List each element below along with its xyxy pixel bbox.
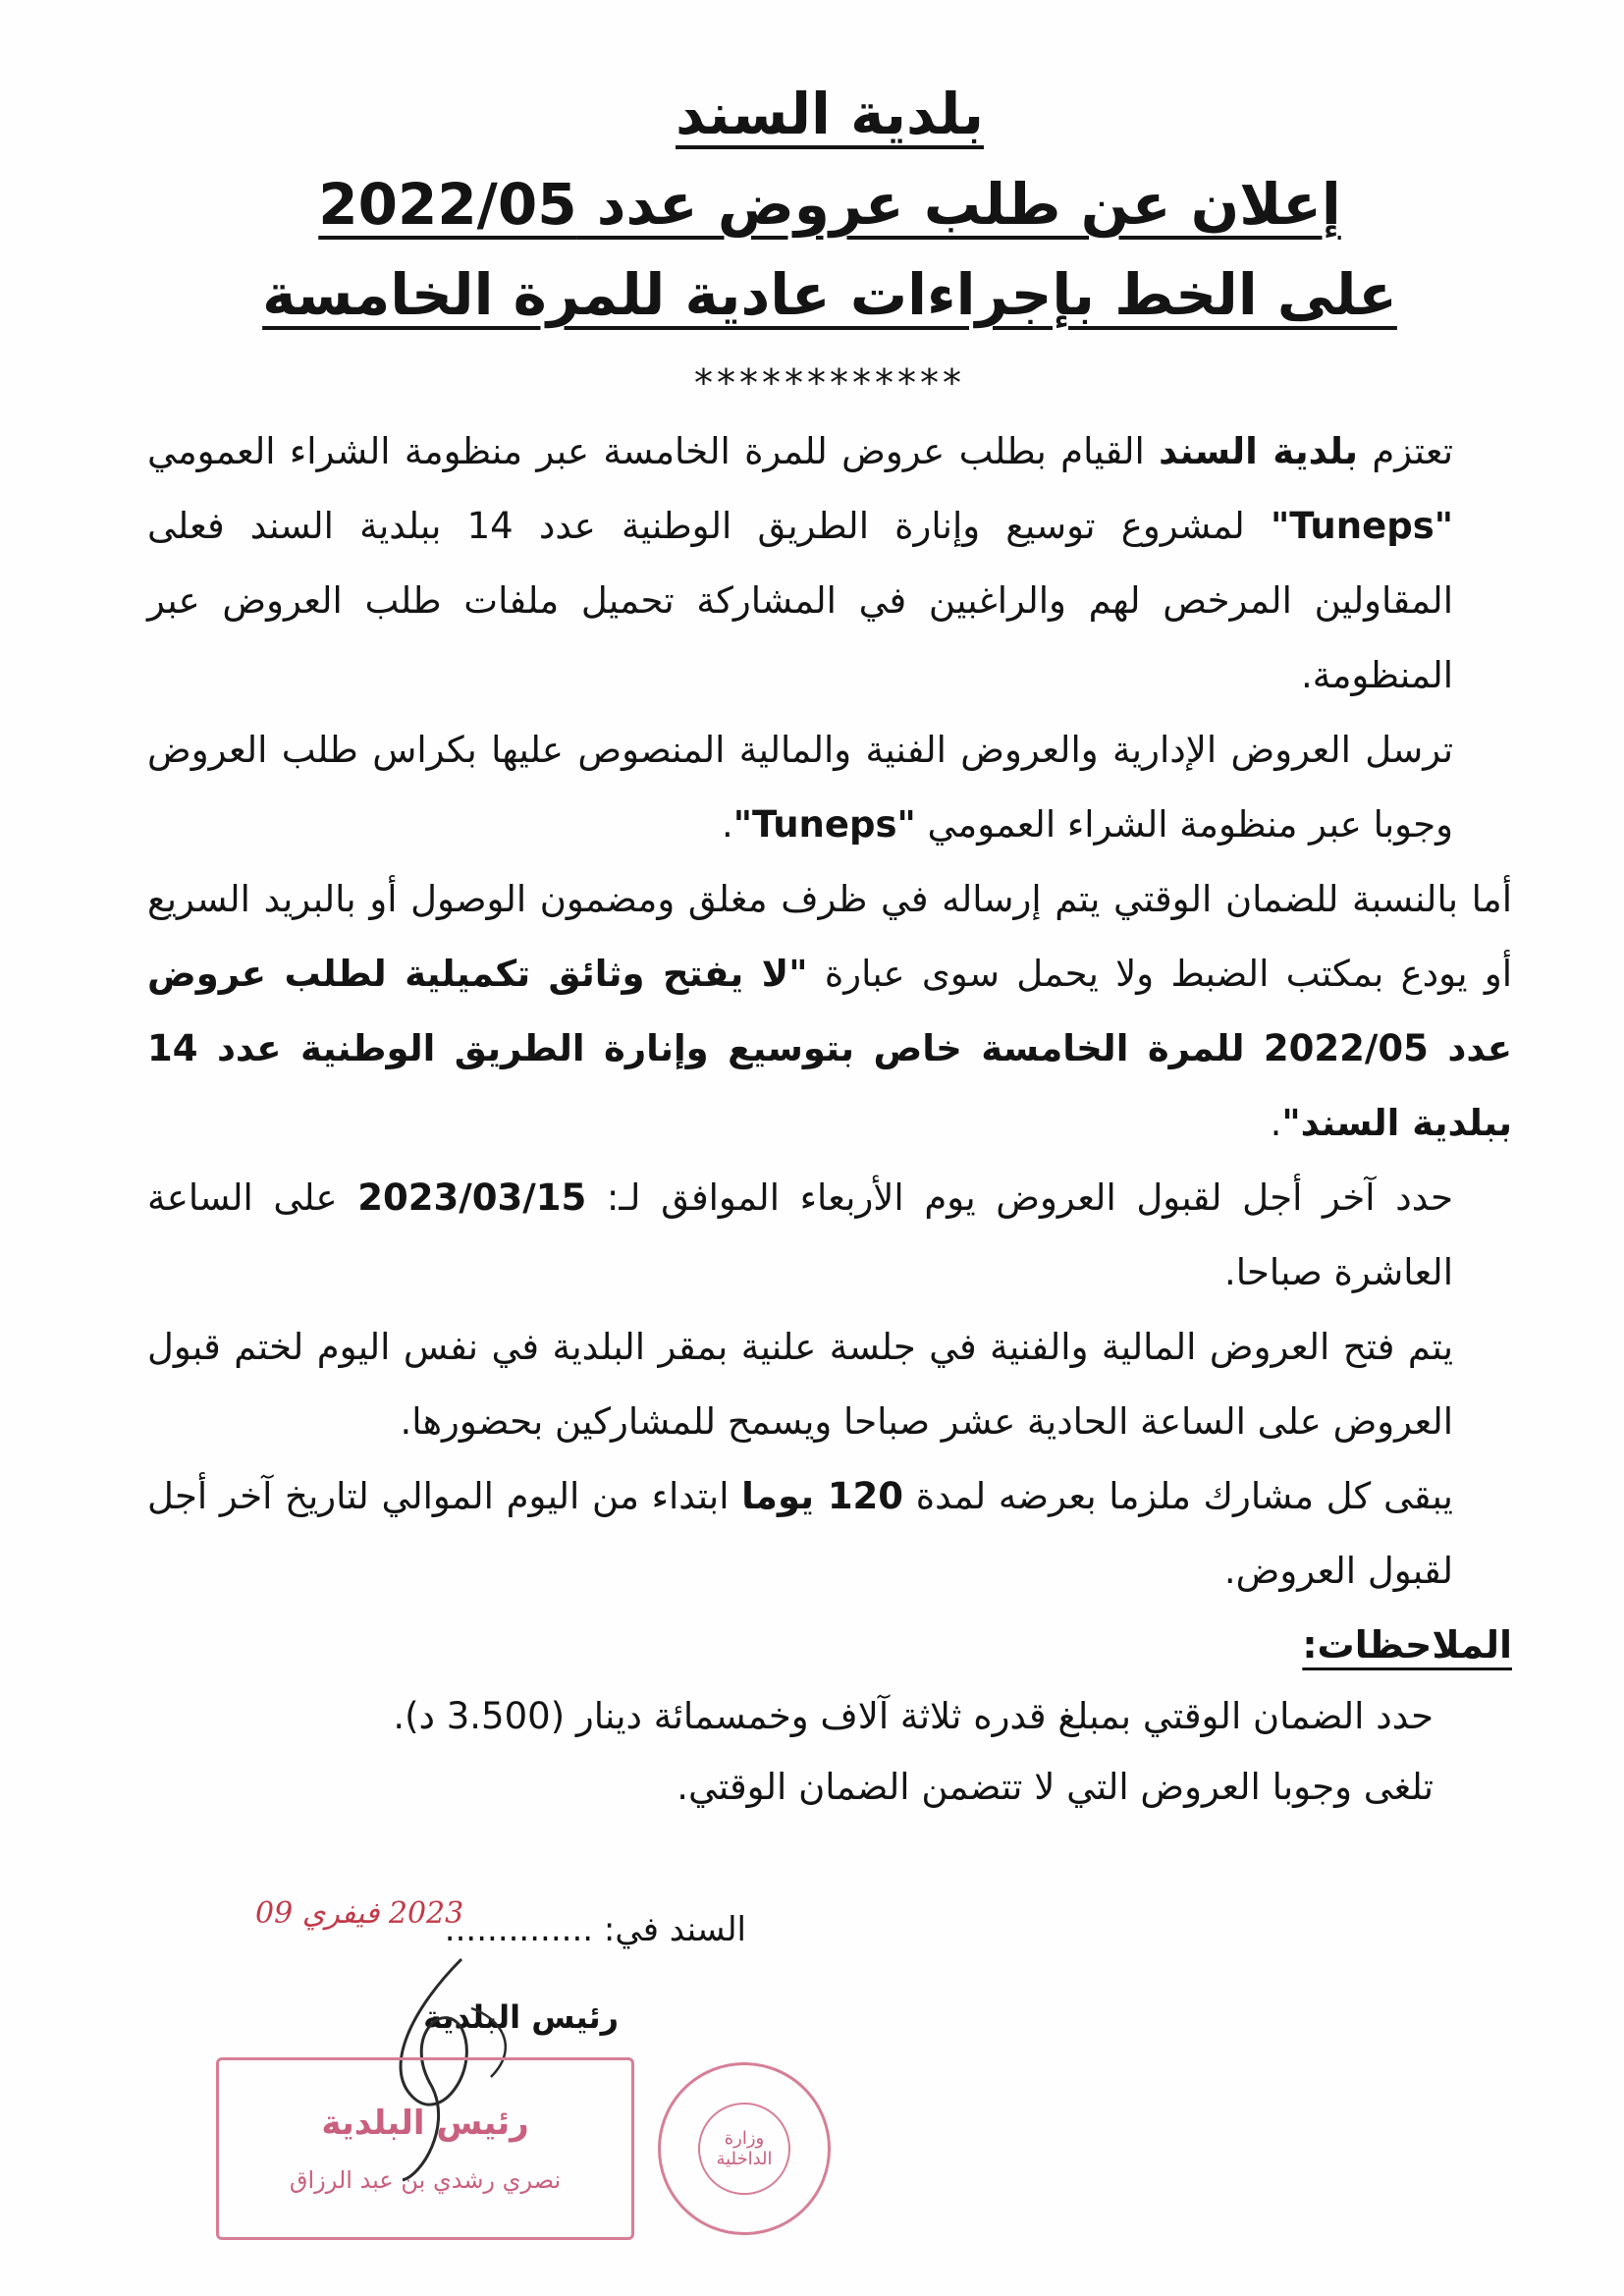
paragraph-guarantee bbox=[147, 862, 1512, 1161]
paragraph-opening: يتم فتح العروض المالية والفنية في جلسة علنية بمقر البلدية في نفس اليوم لختم قبول العروض على الساعة الحادية عشر صباحا ويسمح للمشاركين بحضورها. bbox=[147, 1326, 1453, 1443]
seal-text: وزارة الداخلية bbox=[716, 2128, 773, 2169]
announcement-subtitle: على الخط بإجراءات عادية للمرة الخامسة bbox=[262, 261, 1397, 328]
text-bold: بلدية السند bbox=[1159, 430, 1359, 472]
place-label: السند في: bbox=[593, 1910, 746, 1949]
text: . bbox=[1270, 1102, 1282, 1144]
announcement-title: إعلان عن طلب عروض عدد 2022/05 bbox=[318, 171, 1341, 238]
announcement-body bbox=[147, 69, 1512, 1823]
notes-title: الملاحظات: bbox=[1302, 1623, 1512, 1667]
text-bold: 2023/03/15 bbox=[357, 1176, 587, 1219]
official-stamp bbox=[216, 2057, 634, 2240]
text: القيام بطلب عروض للمرة الخامسة عبر منظومة الشراء العمومي bbox=[147, 430, 1160, 472]
municipality-title: بلدية السند bbox=[676, 81, 984, 147]
notes-section bbox=[147, 1609, 1512, 1823]
separator-stars: ************ bbox=[694, 361, 965, 405]
signature-area bbox=[196, 1890, 773, 2264]
seal-inner bbox=[698, 2103, 790, 2195]
paragraph-intro bbox=[147, 414, 1512, 713]
round-seal bbox=[658, 2062, 831, 2235]
text-bold: "لا يفتح وثائق تكميلية لطلب عروض عدد 2022/05 للمرة الخامسة خاص بتوسيع وإنارة الطريق الوطنية عدد 14 ببلدية السند" bbox=[147, 953, 1512, 1144]
place-date-line bbox=[445, 1910, 746, 1949]
dotted-line: .............. bbox=[444, 1910, 594, 1949]
stamp-title: رئيس البلدية bbox=[321, 2104, 529, 2143]
document-header bbox=[147, 69, 1512, 340]
text: ابتداء من اليوم الموالي لتاريخ آخر أجل لقبول العروض. bbox=[147, 1475, 1453, 1592]
paragraph-deadline bbox=[147, 1161, 1512, 1310]
text: لمشروع توسيع وإنارة الطريق الوطنية عدد 14 ببلدية السند فعلى المقاولين المرخص لهم والراغبين في المشاركة تحميل ملفات طلب العروض عبر المنظومة. bbox=[147, 505, 1453, 696]
text: حدد آخر أجل لقبول العروض يوم الأربعاء الموافق لـ: bbox=[586, 1176, 1453, 1219]
text-bold: "Tuneps" bbox=[1270, 505, 1453, 547]
note-item: حدد الضمان الوقتي بمبلغ قدره ثلاثة آلاف وخمسمائة دينار (3.500 د). bbox=[393, 1695, 1434, 1737]
text-bold: "Tuneps" bbox=[732, 803, 916, 846]
text: على الساعة العاشرة صباحا. bbox=[147, 1176, 1453, 1293]
president-label: رئيس البلدية bbox=[423, 1998, 619, 2036]
text: أما بالنسبة للضمان الوقتي يتم إرساله في ظرف مغلق ومضمون الوصول أو بالبريد السريع أو يودع بمكتب الضبط ولا يحمل سوى عبارة bbox=[147, 878, 1513, 995]
handwritten-date: 2023 فيفري 09 bbox=[255, 1896, 464, 1931]
text: . bbox=[722, 803, 733, 846]
text: يبقى كل مشارك ملزما بعرضه لمدة bbox=[903, 1475, 1453, 1517]
note-item: تلغى وجوبا العروض التي لا تتضمن الضمان الوقتي. bbox=[677, 1766, 1434, 1808]
stamp-name: نصري رشدي بن عبد الرزاق bbox=[289, 2166, 562, 2194]
paragraph-submission bbox=[147, 713, 1512, 862]
paragraph-validity bbox=[147, 1459, 1512, 1609]
text: ترسل العروض الإدارية والعروض الفنية والمالية المنصوص عليها بكراس طلب العروض وجوبا عبر منظومة الشراء العمومي bbox=[147, 729, 1453, 846]
text-bold: 120 يوما bbox=[741, 1475, 904, 1517]
text: تعتزم bbox=[1358, 430, 1453, 472]
